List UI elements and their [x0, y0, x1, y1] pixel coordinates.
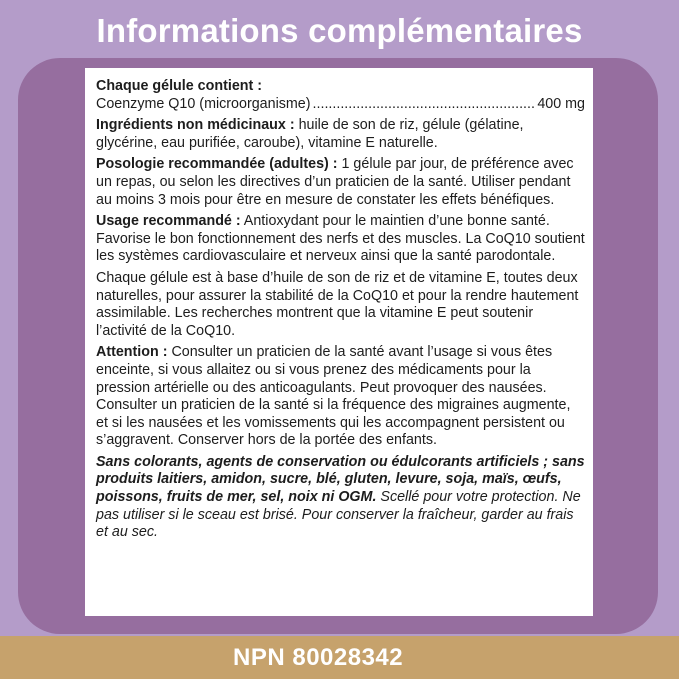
free-from-rest: Scellé pour votre protection. Ne pas utiliser si le sceau est brisé. Pour conserver la fraîcheur, garder au frais et au sec. — [96, 489, 581, 541]
page-title: Informations complémentaires — [96, 12, 583, 49]
warning-text: Consulter un praticien de la santé avant l’usage si vous êtes enceinte, si vous allaitez ou si vous prenez des médicaments pour la pression artérielle ou des anticoagulants. Peut provoquer des nausées. Consulter un praticien de la santé si la fréquence des migraines augmente, et si les nausées et les vomissements qui les accompagnent persistent ou s’aggravent. Conserver hors de la portée des enfants. — [96, 344, 571, 449]
description-text: Chaque gélule est à base d’huile de son de riz et de vitamine E, toutes deux naturelles, pour assurer la stabilité de la CoQ10 et pour la rendre hautement assimilable. Les recherches montrent que la vitamine E peut soutenir l’activité de la CoQ10. — [96, 269, 579, 339]
dosage-text: 1 gélule par jour, de préférence avec un repas, ou selon les directives d’un praticien de la santé. Utiliser pendant au moins 3 mois pour être en mesure de constater les effets bénéfiques. — [96, 156, 574, 208]
npn-number: NPN 80028342 — [233, 643, 404, 671]
footer-bar — [0, 636, 679, 679]
usage-label: Usage recommandé : — [96, 213, 241, 230]
free-from-section — [96, 454, 585, 542]
usage-text: Antioxydant pour le maintien d’une bonne santé. Favorise le bon fonctionnement des nerfs et des muscles. La CoQ10 soutient les systèmes cardiovasculaire et nerveux ainsi que la santé parodontale. — [96, 213, 585, 265]
usage-section — [96, 213, 585, 266]
header-banner — [0, 0, 679, 62]
non-medicinal-label: Ingrédients non médicinaux : — [96, 117, 295, 134]
dosage-label: Posologie recommandée (adultes) : — [96, 156, 338, 173]
warning-section — [96, 344, 585, 450]
warning-label: Attention : — [96, 344, 168, 361]
dot-leader — [313, 96, 536, 114]
contains-heading: Chaque gélule contient : — [96, 78, 263, 94]
ingredient-name: Coenzyme Q10 (microorganisme) — [96, 95, 311, 112]
info-card — [85, 68, 593, 616]
ingredient-line — [96, 96, 585, 114]
free-from-bold: Sans colorants, agents de conservation ou édulcorants artificiels ; sans produits laitiers, amidon, sucre, blé, gluten, levure, soja, maïs, œufs, poissons, fruits de mer, sel, noix ni OGM. — [96, 453, 585, 506]
description-section — [96, 270, 585, 340]
dosage-section — [96, 156, 585, 209]
ingredient-amount: 400 mg — [537, 95, 585, 112]
non-medicinal-section — [96, 117, 585, 152]
contains-section — [96, 78, 585, 113]
non-medicinal-text: huile de son de riz, gélule (gélatine, glycérine, eau purifiée, caroube), vitamine E naturelle. — [96, 117, 524, 151]
